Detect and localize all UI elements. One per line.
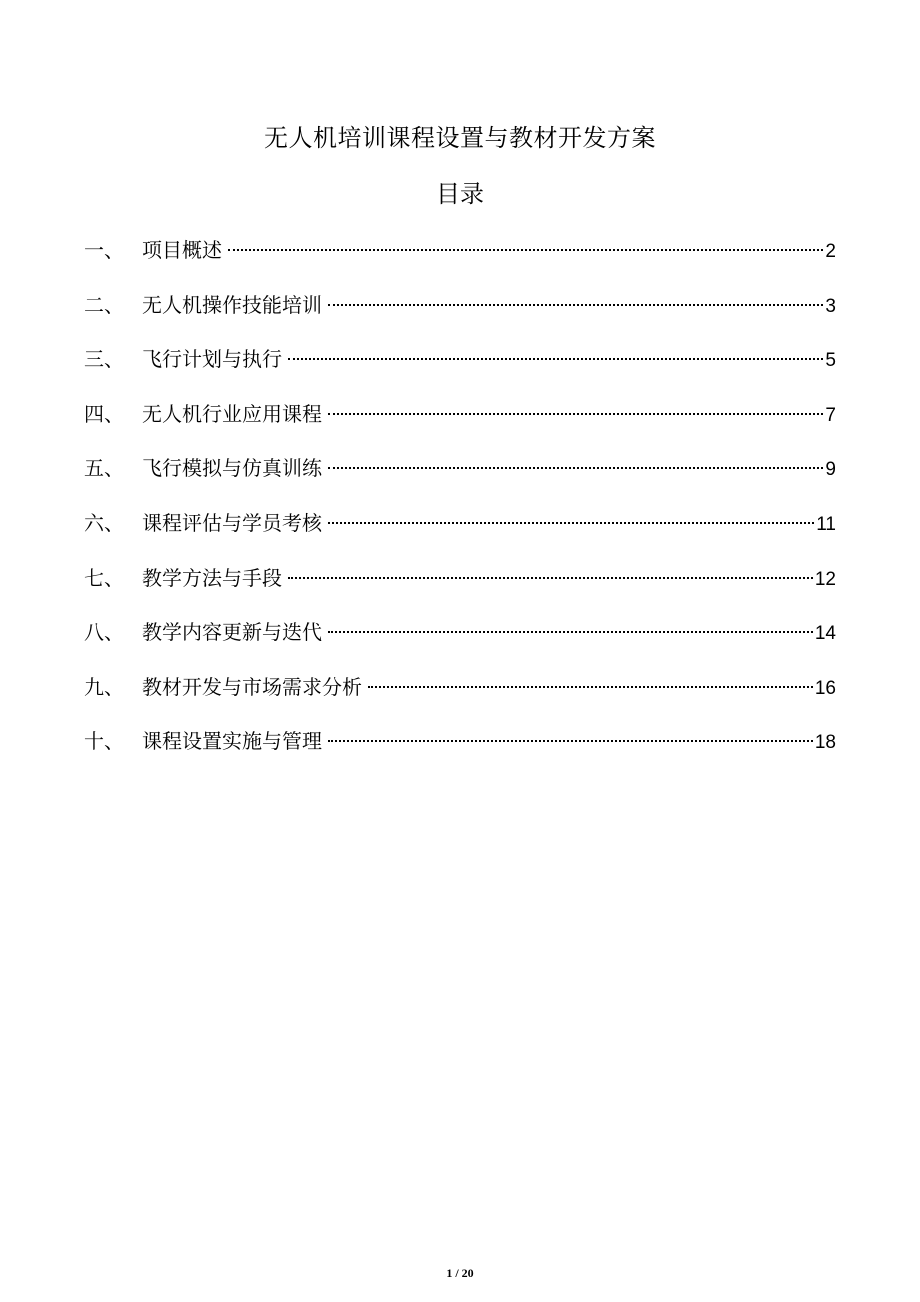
- toc-entry[interactable]: [84, 451, 836, 506]
- toc-dot-leader: [328, 631, 813, 633]
- toc-entry-number: 一、: [84, 238, 124, 262]
- toc-entry[interactable]: [84, 288, 836, 343]
- toc-entry[interactable]: [84, 233, 836, 288]
- toc-entry-number: 五、: [84, 456, 124, 481]
- page-number-footer: 1 / 20: [446, 1266, 474, 1280]
- toc-heading: 目录: [436, 180, 484, 208]
- toc-entry-number: 六、: [84, 510, 124, 535]
- toc-entry-label: 教学方法与手段: [142, 565, 282, 590]
- toc-entry-label: 课程设置实施与管理: [142, 729, 322, 754]
- toc-entry-label: 无人机操作技能培训: [142, 292, 322, 317]
- toc-entry[interactable]: [84, 615, 836, 670]
- toc-entry[interactable]: [84, 724, 836, 779]
- toc-entry-page: 16: [814, 677, 836, 699]
- toc-entry-page: 7: [825, 404, 836, 426]
- document-title: 无人机培训课程设置与教材开发方案: [264, 124, 656, 152]
- toc-dot-leader: [288, 358, 823, 360]
- toc-entry-label: 教材开发与市场需求分析: [142, 674, 362, 699]
- toc-dot-leader: [328, 304, 823, 306]
- toc-entry-number: 三、: [84, 347, 124, 372]
- toc-entry[interactable]: [84, 561, 836, 616]
- toc-entry-page: 3: [825, 295, 836, 317]
- toc-entry-page: 14: [814, 623, 836, 645]
- toc-dot-leader: [288, 577, 813, 579]
- toc-dot-leader: [328, 413, 823, 415]
- toc-entry-page: 9: [825, 459, 836, 481]
- toc-entry-number: 八、: [84, 620, 124, 645]
- toc-entry-label: 飞行模拟与仿真训练: [142, 456, 322, 481]
- toc-entry[interactable]: [84, 342, 836, 397]
- toc-entry-page: 18: [814, 732, 836, 754]
- toc-entry[interactable]: [84, 506, 836, 561]
- table-of-contents: [84, 233, 836, 779]
- toc-entry-page: 12: [814, 568, 836, 590]
- toc-entry-label: 课程评估与学员考核: [142, 510, 322, 535]
- toc-entry-page: 2: [825, 241, 836, 262]
- toc-entry-label: 教学内容更新与迭代: [142, 620, 322, 645]
- toc-dot-leader: [328, 740, 813, 742]
- toc-entry-page: 11: [816, 513, 836, 535]
- toc-entry-label: 飞行计划与执行: [142, 347, 282, 372]
- toc-entry-number: 七、: [84, 565, 124, 590]
- toc-entry-page: 5: [825, 350, 836, 372]
- toc-entry-number: 十、: [84, 729, 124, 754]
- toc-dot-leader: [328, 467, 823, 469]
- toc-entry-label: 无人机行业应用课程: [142, 401, 322, 426]
- toc-entry-number: 四、: [84, 401, 124, 426]
- toc-dot-leader: [328, 522, 814, 524]
- toc-entry-number: 二、: [84, 292, 124, 317]
- toc-dot-leader: [368, 686, 813, 688]
- toc-entry[interactable]: [84, 397, 836, 452]
- toc-dot-leader: [228, 249, 823, 251]
- toc-entry-label: 项目概述: [142, 238, 222, 262]
- toc-entry[interactable]: [84, 670, 836, 725]
- toc-entry-number: 九、: [84, 674, 124, 699]
